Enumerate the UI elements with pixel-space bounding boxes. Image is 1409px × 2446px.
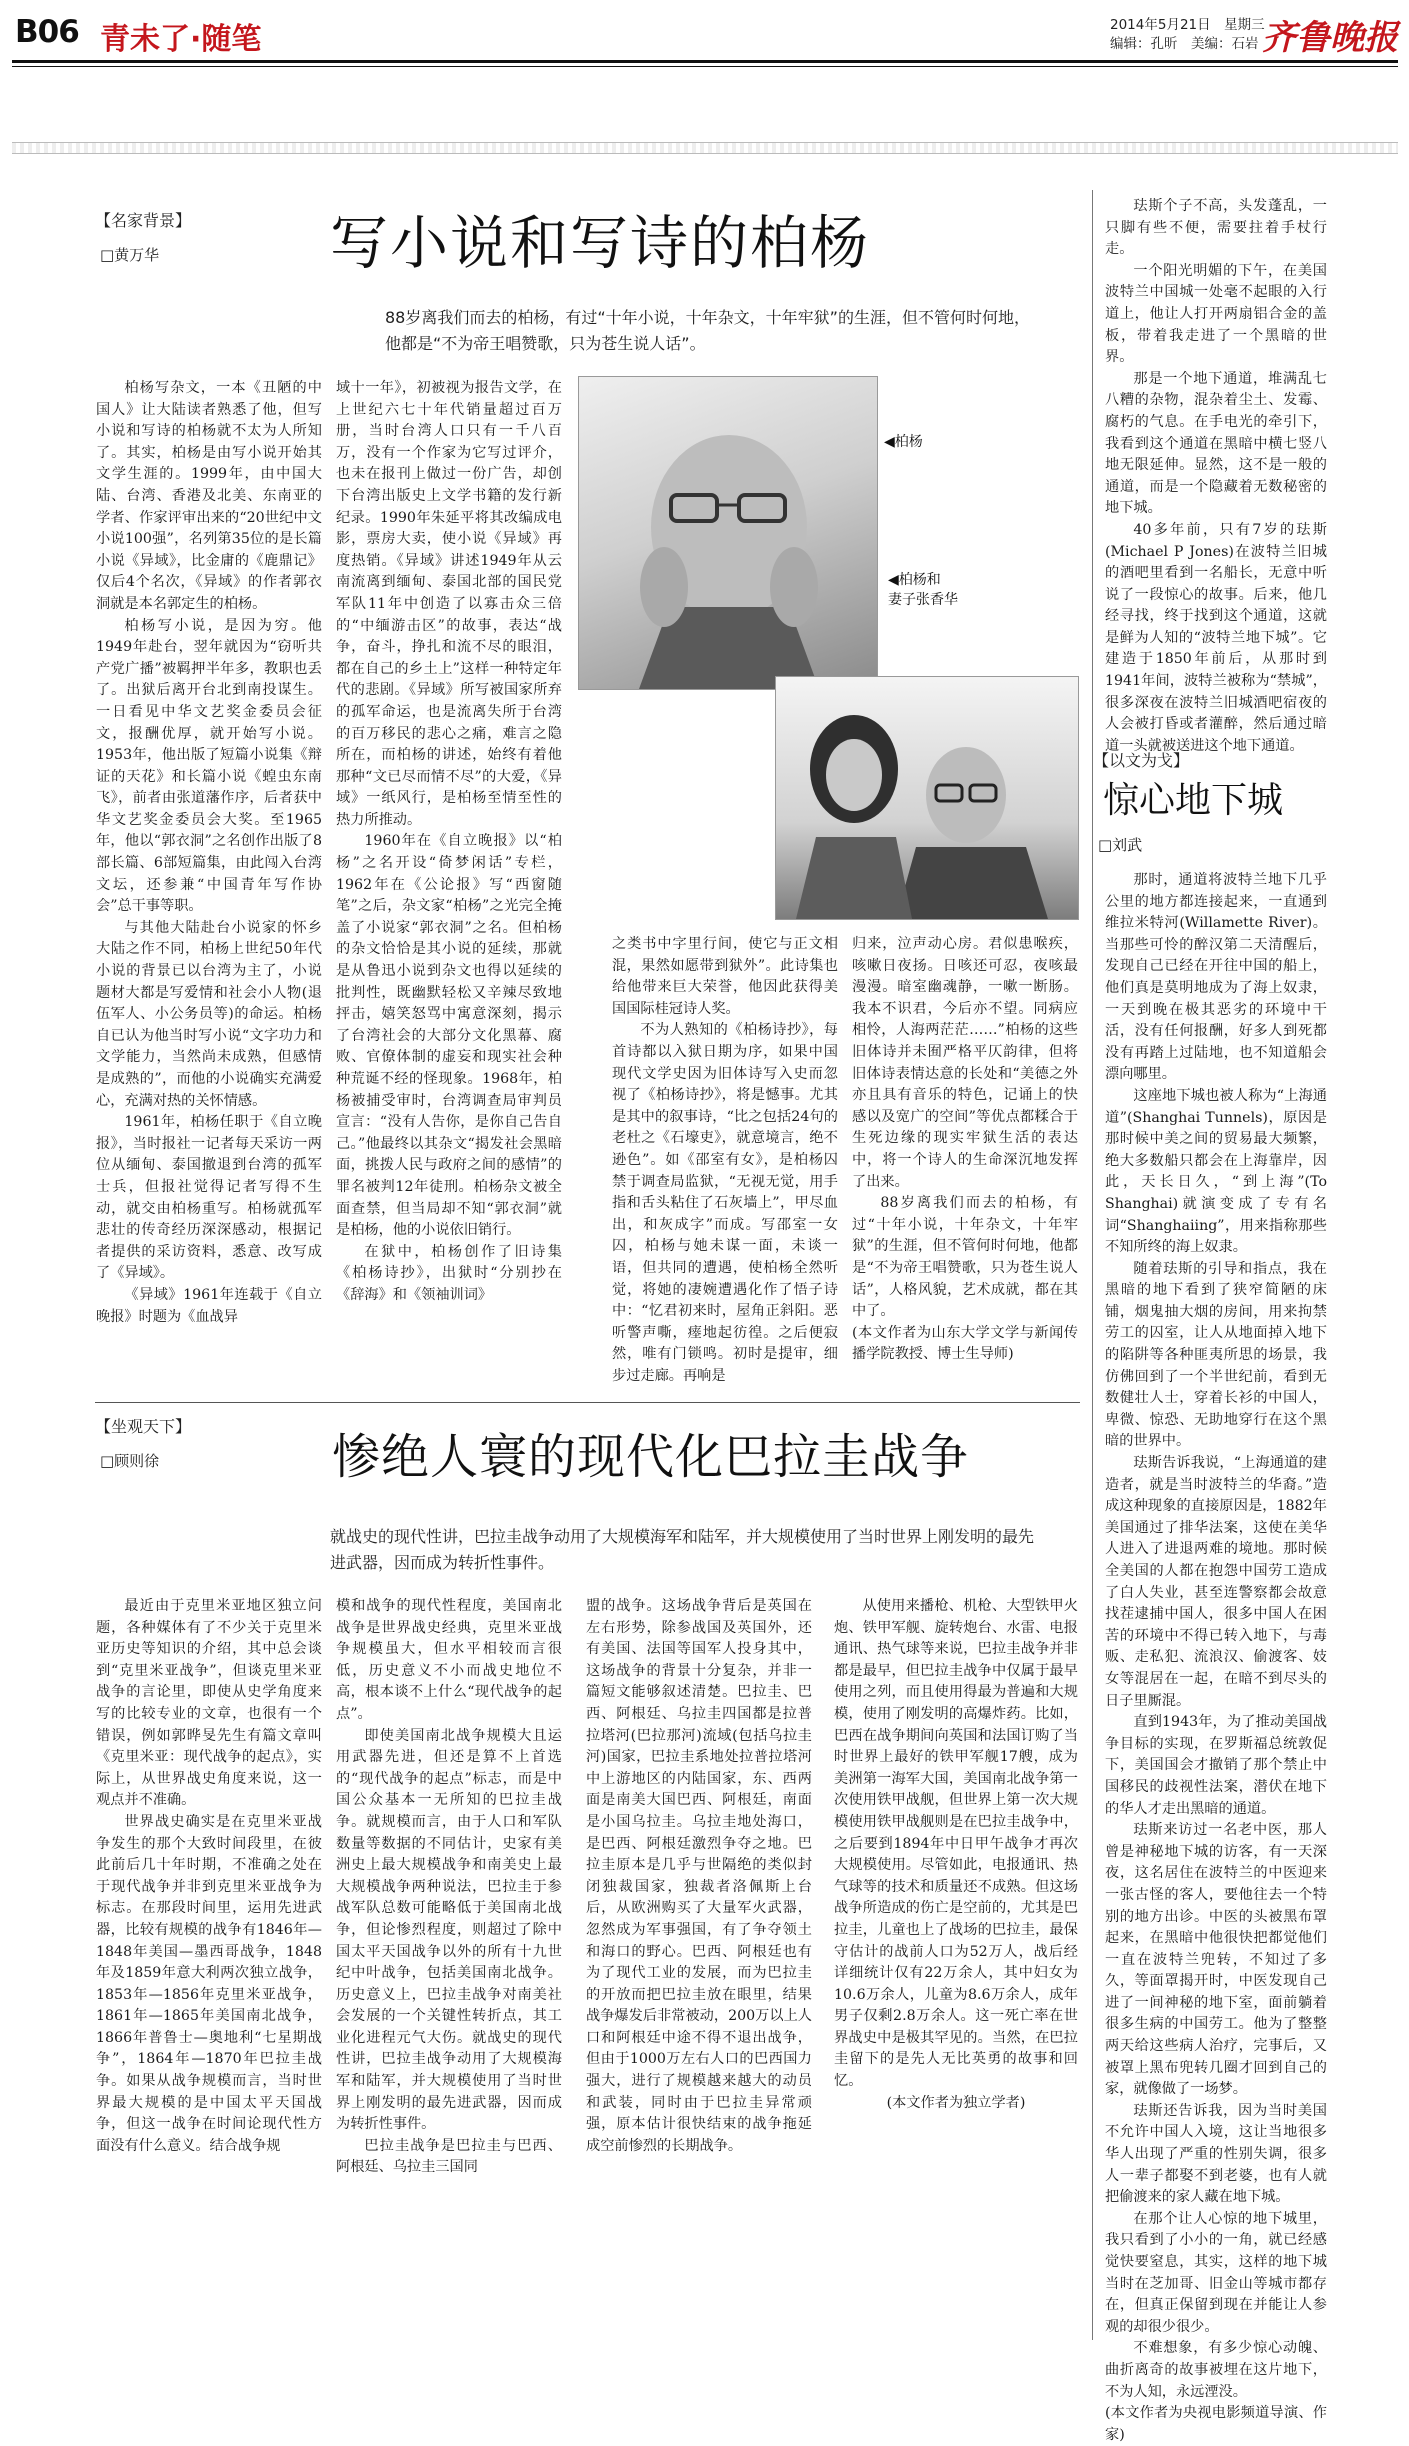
couple-illustration [776,677,1078,919]
article-divider [95,1402,1080,1403]
issue-meta [1110,16,1265,54]
article3-p6: 珐斯来访过一名老中医，那人曾是神秘地下城的访客，有一天深夜，这名居住在波特兰的中医迎来一张古怪的客人，要他往去一个特别的地方出诊。中医的头被黑布罩起来，在黑暗中他很快把都觉他们一直在波特兰兜转，不知过了多久，等面罩揭开时，中医发现自己进了一间神秘的地下室，面前躺着很多生病的中国劳工。他为了整整两天给这些病人治疗，完事后，又被罩上黑布兜转几圈才回到自己的家，就像做了一场梦。 [1105,1822,1327,2098]
article1-col2-p2: 1960年在《自立晚报》以“柏杨”之名开设“倚梦闲话”专栏，1962年在《公论报》写“西窗随笔”之后，杂文家“柏杨”之光完全掩盖了小说家“郭衣洞”之名。但柏杨的杂文恰恰是其小说的延续，那就是从鲁迅小说到杂文也得以延续的批判性，既幽默轻松又辛辣尽致地抨击，嬉笑怒骂中寓意深刻，揭示了台湾社会的大部分文化黑幕、腐败、官僚体制的虚妄和现实社会种种荒诞不经的怪现象。1968年，柏杨被捕受审时，台湾调查局审判员宣言：“没有人告你，是你自己告自己。”他最终以其杂文“揭发社会黑暗面，挑拨人民与政府之间的感情”的罪名被判12年徒刑。柏杨杂文被全面查禁，但当局却不知“郭衣洞”就是柏杨，他的小说依旧销行。 [336,833,562,1239]
right-top-p1: 珐斯个子不高，头发蓬乱，一只脚有些不便，需要拄着手杖行走。 [1105,198,1327,258]
article3-author: □刘武 [1098,836,1143,854]
issue-date: 2014年5月21日 星期三 [1110,17,1265,33]
newspaper-logo: 齐鲁晚报 [1262,18,1398,58]
article1-col3 [612,934,838,1393]
article1-col3-p2: 不为人熟知的《柏杨诗抄》，每首诗都以入狱日期为序，如果中国现代文学史因为旧体诗写入史而忽视了《柏杨诗抄》，将是憾事。尤其是其中的叙事诗，“比之包括24句的老杜之《石壕吏》，就意境言，绝不逊色”。如《邵室有女》，是柏杨囚禁于调查局监狱，“无视无觉，用手指和舌头粘住了石灰墙上”，甲尽血出，和灰成字”而成。写邵室一女囚，柏杨与她未谋一面，未谈一语，但共同的遭遇，使柏杨全然听觉，将她的凄婉遭遇化作了悟子诗中：“忆君初来时，屋角正斜阳。恶听警声嘶，瘗地起彷徨。之后便寂然，唯有门锁鸣。初时是提审，细步过走廊。再响是 [612,1022,838,1384]
page-code: B06 [15,14,79,50]
article1-col1 [96,378,322,1393]
article2-col2 [336,1596,562,2346]
article1-tag: 【名家背景】 [95,211,192,230]
article1-col4-p2: 88岁离我们而去的柏杨，有过“十年小说，十年杂文，十年牢狱”的生涯，但不管何时何地，他都是“不为帝王唱赞歌，只为苍生说人话”，人格风貌，艺术成就，都在其中了。 [852,1195,1078,1320]
article1-col2-p3: 在狱中，柏杨创作了旧诗集《柏杨诗抄》，出狱时“分别抄在《辞海》和《领袖训词》 [336,1243,562,1303]
photo-caption-boyang: ◀柏杨 [884,434,923,450]
article3-tag: 【以文为戈】 [1093,751,1190,770]
article2-col2-p3: 巴拉圭战争是巴拉圭与巴西、阿根廷、乌拉圭三国同 [336,2137,562,2176]
article2-col4 [834,1596,1078,2346]
article3-p1: 那时，通道将波特兰地下几乎公里的地方都连接起来，一直通到维拉米特河(Willamette River)。当那些可怜的醉汉第二天清醒后，发现自己已经在开往中国的船上，他们真是莫明地成为了海上奴隶，一天到晚在极其恶劣的环境中干活，没有任何报酬，好多人到死都没有再踏上过陆地，也不知道船会漂向哪里。 [1105,872,1327,1083]
article3-p2: 这座地下城也被人称为“上海通道”(Shanghai Tunnels)，原因是那时候中美之间的贸易最大频繁，绝大多数船只都会在上海靠岸，因此，天长日久，“到上海”(To Shanghai)就演变成了专有名词“Shanghaiing”，用来指称那些不知所终的海上奴隶。 [1105,1087,1327,1256]
article2-col1-p2: 世界战史确实是在克里米亚战争发生的那个大致时间段里，在彼此前后几十年时期，不准确之处在于现代战争并非到克里米亚战争为标志。在那段时间里，运用先进武器，比较有规模的战争有1846年—1848年美国—墨西哥战争，1848年及1859年意大利两次独立战争，1853年—1856年克里米亚战争，1861年—1865年美国南北战争，1866年普鲁士—奥地利“七星期战争”，1864年—1870年巴拉圭战争。如果从战争规模而言，当时世界最大规模的是中国太平天国战争，但这一战争在时间论现代性方面没有什么意义。结合战争规 [96,1813,322,2154]
article1-title: 写小说和写诗的柏杨 [330,209,871,277]
header-rule [12,60,1398,63]
article2-lead: 就战史的现代性讲，巴拉圭战争动用了大规模海军和陆军，并大规模使用了当时世界上刚发明的最先进武器，因而成为转折性事件。 [330,1527,1035,1572]
article1-col1-p4: 1961年，柏杨任职于《自立晚报》，当时报社一记者每天采访一两位从缅甸、泰国撤退到台湾的孤军士兵，但报社觉得记者写得不生动，就交由柏杨重写。柏杨就孤军悲壮的传奇经历深深感动，根据记者提供的采访资料，悉意、改写成了《异域》。 [96,1114,322,1282]
article2-col2-p2: 即使美国南北战争规模大且运用武器先进，但还是算不上首选的“现代战争的起点”标志，而是中国公众基本一无所知的巴拉圭战争。就规模而言，由于人口和军队数量等数据的不同估计，史家有美洲史上最大规模战争和南美史上最大规模战争两种说法，巴拉圭于参战军队总数可能略低于美国南北战争，但论惨烈程度，则超过了除中国太平天国战争以外的所有十九世纪中叶战争，包括美国南北战争。历史意义上，巴拉圭战争对南美社会发展的一个关键性转折点，其工业化进程元气大伤。就战史的现代性讲，巴拉圭战争动用了大规模海军和陆军，并大规模使用了当时世界上刚发明的最先进武器，因而成为转折性事件。 [336,1727,562,2133]
article2-col1-p1: 最近由于克里米亚地区独立问题，各种媒体有了不少关于克里米亚历史等知识的介绍，其中总会谈到“克里米亚战争”，但谈克里米亚战争的言论里，即使从史学角度来写的比较专业的文章，也很有一个错误，例如郭晔旻先生有篇文章叫《克里米亚：现代战争的起点》，实际上，从世界战史角度来说，这一观点并不准确。 [96,1598,322,1809]
article2-col1 [96,1596,322,2346]
article3-col [1105,870,1327,2443]
article2-col4-p1: 从使用来播枪、机枪、大型铁甲火炮、铁甲军舰、旋转炮台、水雷、电报通讯、热气球等来说，巴拉圭战争并非都是最早，但巴拉圭战争中仅属于最早使用之列，而且使用得最为普遍和大规模，使用了刚发明的高爆炸药。比如，巴西在战争期间向英国和法国订购了当时世界上最好的铁甲军舰17艘，成为美洲第一海军大国，美国南北战争第一次使用铁甲战舰，但世界上第一次大规模使用铁甲战舰则是在巴拉圭战争中，之后要到1894年中日甲午战争才再次大规模使用。尽管如此，电报通讯、热气球等的技术和质量还不成熟。但这场战争所造成的伤亡是空前的，尤其是巴拉圭，儿童也上了战场的巴拉圭，最保守估计的战前人口为52万人，战后经详细统计仅有22万余人，其中妇女为10.6万余人，儿童为8.6万余人，成年男子仅剩2.8万余人。这一死亡率在世界战史中是极其罕见的。当然，在巴拉圭留下的是先人无比英勇的故事和回忆。 [834,1598,1078,2090]
article2-title: 惨绝人寰的现代化巴拉圭战争 [332,1429,970,1485]
article1-col3-p1: 之类书中字里行间，使它与正文相混，果然如愿带到狱外”。此诗集也给他带来巨大荣誉，他因此获得美国国际桂冠诗人奖。 [612,936,838,1017]
article2-author: □顾则徐 [100,1452,160,1470]
right-top-p3: 那是一个地下通道，堆满乱七八糟的杂物，混杂着尘土、发霉、腐朽的气息。在手电光的牵引下，我看到这个通道在黑暗中横七竖八地无限延伸。显然，这不是一般的通道，而是一个隐藏着无数秘密的地下城。 [1105,370,1327,517]
article3-title: 惊心地下城 [1103,780,1284,821]
article2-author-note: (本文作者为独立学者) [886,2094,1026,2111]
right-top-p2: 一个阳光明媚的下午，在美国波特兰中国城一处毫不起眼的入行道上，他让人打开两扇铝合金的盖板，带着我走进了一个黑暗的世界。 [1105,262,1327,366]
article1-col1-p3: 与其他大陆赴台小说家的怀乡大陆之作不同，柏杨上世纪50年代小说的背景已以台湾为主了，小说题材大都是写爱情和社会小人物(退伍军人、小公务员等)的命运。柏杨自已认为他当时写小说“文字功力和文学能力，当然尚未成熟，但感情是成熟的”，而他的小说确实充满爱心，充满对热的关怀情感。 [96,919,322,1109]
column-divider [1092,190,1093,2340]
article3-p4: 珐斯告诉我说，“上海通道的建造者，就是当时波特兰的华裔。”造成这种现象的直接原因是，1882年美国通过了排华法案，这使在美华人进入了进退两难的境地。那时候全美国的人都在抱怨中国劳工造成了白人失业，甚至连警察都会故意找茬逮捕中国人，很多中国人在困苦的环境中不得已转入地下，与毒贩、走私犯、流浪汉、偷渡客、妓女等混居在一起，在暗不到尽头的日子里厮混。 [1105,1455,1327,1709]
article3-p7: 珐斯还告诉我，因为当时美国不允许中国人入境，这让当地很多华人出现了严重的性别失调，很多人一辈子都娶不到老婆，也有人就把偷渡来的家人藏在地下城。 [1105,2102,1327,2206]
photo-boyang [578,376,878,690]
article2-tag: 【坐观天下】 [95,1417,192,1436]
article3-p9: 不难想象，有多少惊心动魄、曲折离奇的故事被埋在这片地下，不为人知，永远湮没。 [1105,2340,1327,2400]
right-top-p4: 40多年前，只有7岁的珐斯(Michael P Jones)在波特兰旧城的酒吧里看到一名船长，无意中听说了一段惊心的故事。后来，他几经寻找，终于找到这个通道，这就是鲜为人知的“波特兰地下城”。它建造于1850年前后，从那时到1941年间，波特兰被称为“禁城”，很多深夜在波特兰旧城酒吧宿夜的人会被打昏或者灌醉，然后通过暗道一头就被送进这个地下通道。 [1105,521,1327,754]
article3-p3: 随着珐斯的引导和指点，我在黑暗的地下看到了狭窄简陋的床铺，烟鬼抽大烟的房间，用来拘禁劳工的囚室，让人从地面掉入地下的陷阱等各种匪夷所思的场景，我仿佛回到了一个半世纪前，看到无数健壮人士，穿着长衫的中国人，卑微、惊恐、无助地穿行在这个黑暗的世界中。 [1105,1260,1327,1450]
photo-boyang-and-wife [775,676,1079,920]
section-title: 青未了·随笔 [100,22,262,57]
photo-caption-couple: ◀柏杨和 妻子张香华 [888,572,958,608]
article1-col4 [852,934,1078,1393]
editors-credit: 编辑：孔昕 美编：石岩 [1110,36,1259,52]
article3-p8: 在那个让人心惊的地下城里，我只看到了小小的一角，就已经感觉快要窒息，其实，这样的地下城当时在芝加哥、旧金山等城市都存在，但真正保留到现在并能让人参观的却很少很少。 [1105,2210,1327,2335]
article1-col1-p5: 《异域》1961年连载于《自立晚报》时题为《血战异 [96,1286,322,1325]
article2-col2-p1: 模和战争的现代性程度，美国南北战争是世界战史经典，克里米亚战争规模虽大，但水平相较而言很低，历史意义不小而战史地位不高，根本谈不上什么“现代战争的起点”。 [336,1598,562,1722]
header-accent-bar [12,142,1398,154]
portrait-illustration [579,377,877,689]
article1-col1-p2: 柏杨写小说，是因为穷。他1949年赴台，翌年就因为“窃听共产党广播”被羁押半年多，教职也丢了。出狱后离开台北到南投谋生。一日看见中华文艺奖金委员会征文，报酬优厚，就开始写小说。1953年，他出版了短篇小说集《辩证的天花》和长篇小说《蝗虫东南飞》，前者由张道藩作序，后者获中华文艺奖金委员会大奖。至1965年，他以“郭衣洞”之名创作出版了8部长篇、6部短篇集，由此闯入台湾文坛，还参兼“中国青年写作协会”总干事等职。 [96,617,322,915]
article3-p5: 直到1943年，为了推动美国战争目标的实现，在罗斯福总统敦促下，美国国会才撤销了那个禁止中国移民的歧视性法案，潜伏在地下的华人才走出黑暗的通道。 [1105,1714,1327,1817]
article2-col3-p1: 盟的战争。这场战争背后是英国在左右形势，除参战国及英国外，还有美国、法国等国军人投身其中，这场战争的背景十分复杂，并非一篇短文能够叙述清楚。巴拉圭、巴西、阿根廷、乌拉圭四国都是拉普拉塔河(巴拉那河)流域(包括乌拉圭河)国家，巴拉圭系地处拉普拉塔河中上游地区的内陆国家，东、西两面是南美大国巴西、阿根廷，南面是小国乌拉圭。乌拉圭地处海口，是巴西、阿根廷激烈争夺之地。巴拉圭原本是几乎与世隔绝的类似封闭独裁国家，独裁者洛佩斯上台后，从欧洲购买了大量军火武器，忽然成为军事强国，有了争夺领土和海口的野心。巴西、阿根廷也有为了现代工业的发展，而为巴拉圭的开放而把巴拉圭放在眼里，结果战争爆发后非常被动，200万以上人口和阿根廷中途不得不退出战争，但由于1000万左右人口的巴西国力强大，进行了规模越来越大的动员和武装，同时由于巴拉圭异常顽强，原本估计很快结束的战争拖延成空前惨烈的长期战争。 [586,1598,812,2154]
article1-author-note: (本文作者为山东大学文学与新闻传播学院教授、博士生导师) [852,1324,1078,1363]
article1-author: □黄万华 [100,246,160,264]
header-rule-thin [12,66,1398,67]
right-top-col [1105,196,1327,754]
article2-col3 [586,1596,812,2346]
article1-col1-p1: 柏杨写杂文，一本《丑陋的中国人》让大陆读者熟悉了他，但写小说和写诗的柏杨就不太为人所知了。其实，柏杨是由写小说开始其文学生涯的。1999年，由中国大陆、台湾、香港及北美、东南亚的学者、作家评审出来的“20世纪中文小说100强”，名列第35位的是长篇小说《异域》，比金庸的《鹿鼎记》仅后4个名次，《异域》的作者郭衣洞就是本名郭定生的柏杨。 [96,380,322,612]
article3-author-note: (本文作者为央视电影频道导演、作家) [1105,2405,1327,2443]
article1-col2-p1: 域十一年》，初被视为报告文学，在上世纪六七十年代销量超过百万册，当时台湾人口只有一千八百万，没有一个作家为它写过评介，也未在报刊上做过一份广告，却创下台湾出版史上文学书籍的发行新纪录。1990年朱延平将其改编成电影，票房大卖，使小说《异域》再度热销。《异域》讲述1949年从云南流离到缅甸、泰国北部的国民党军队11年中创造了以寡击众三倍的“中缅游击区”的故事，表达“战争，奋斗，挣扎和流不尽的眼泪，都在自己的乡土上”这样一种特定年代的悲剧。《异域》所写被国家所弃的孤军命运，也是流离失所于台湾的百万移民的悲心之痛，难言之隐所在，而柏杨的讲述，始终有着他那种“文已尽而情不尽”的大爱，《异域》一纸风行，是柏杨至情至性的热力所推动。 [336,380,562,828]
article1-lead: 88岁离我们而去的柏杨，有过“十年小说，十年杂文，十年牢狱”的生涯，但不管何时何地，他都是“不为帝王唱赞歌，只为苍生说人话”。 [385,308,1030,353]
article1-col2 [336,378,562,1393]
article1-col4-p1: 归来，泣声动心房。君似患喉疾，咳嗽日夜扬。日咳还可忍，夜咳最漫漫。暗室幽魂静，一嗽一断肠。我本不识君，今后亦不望。同病应相怜，人海两茫茫……”柏杨的这些旧体诗并未囿严格平仄韵律，但将旧体诗表情达意的长处和“美德之外亦且具有音乐的特色，记诵上的快感以及宽广的空间”等优点都糅合于生死边缘的现实牢狱生活的表达中，将一个诗人的生命深沉地发挥了出来。 [852,936,1078,1190]
